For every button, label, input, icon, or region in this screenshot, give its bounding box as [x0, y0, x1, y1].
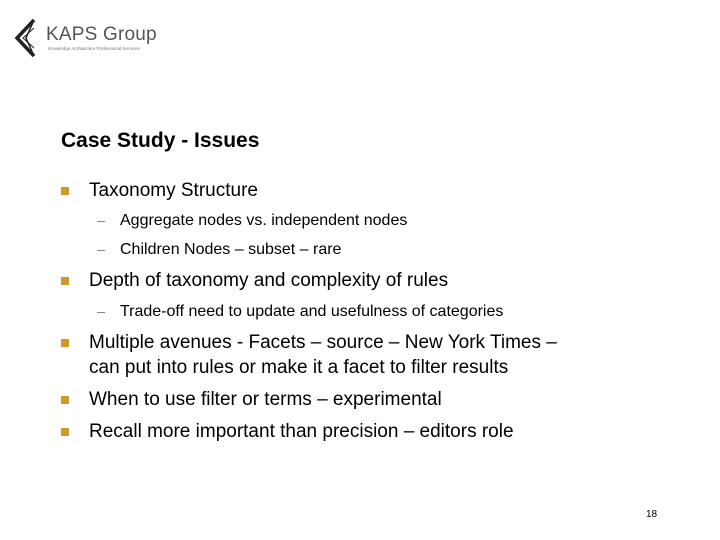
bullet-marker	[61, 277, 69, 285]
dash-marker	[97, 221, 105, 222]
bullet-marker	[61, 187, 69, 195]
dash-marker	[97, 250, 105, 251]
bullet-marker	[61, 428, 69, 436]
page-number: 18	[646, 509, 658, 520]
bullet-marker	[61, 396, 69, 404]
bullet-marker	[61, 339, 69, 347]
slide-title: Case Study - Issues	[61, 129, 260, 152]
logo-tagline: Knowledge Architecture Professional Services	[48, 46, 140, 51]
kaps-swirl-icon	[14, 16, 48, 60]
logo-name: KAPS Group	[46, 24, 157, 45]
kaps-logo	[14, 16, 157, 60]
dash-marker	[97, 312, 105, 313]
